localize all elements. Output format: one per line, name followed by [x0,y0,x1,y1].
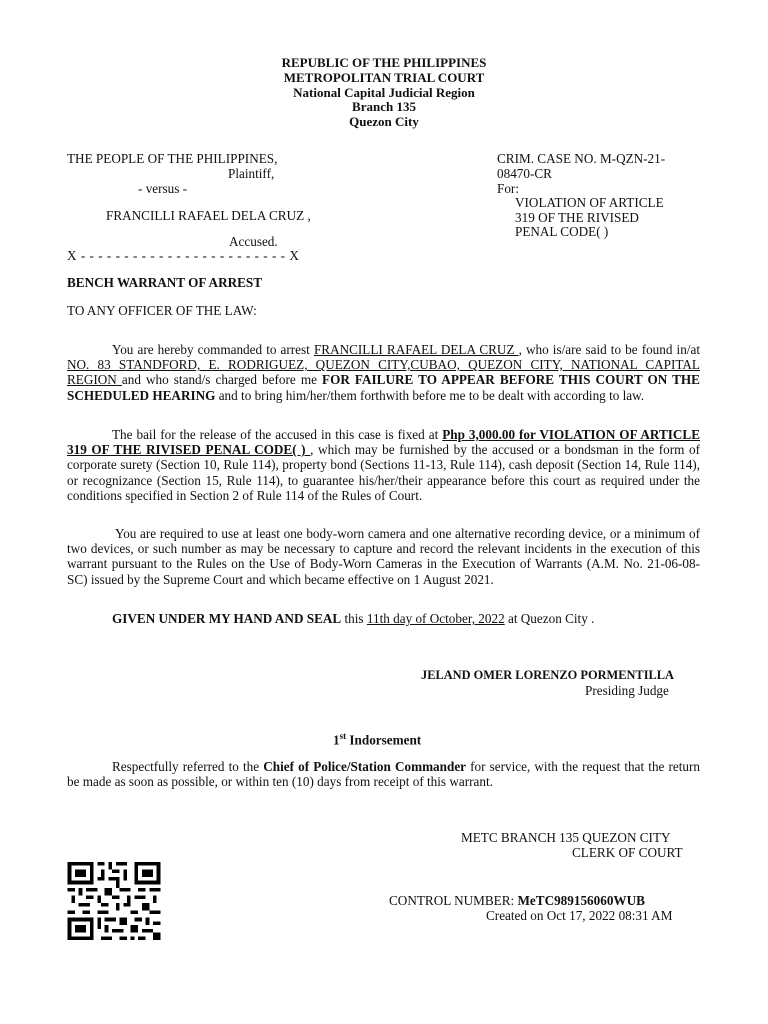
caption-people: THE PEOPLE OF THE PHILIPPINES, [67,151,278,166]
case-offense-line1: VIOLATION OF ARTICLE [515,195,664,210]
judge-title: Presiding Judge [585,683,669,698]
para1-text: and who stand/s charged before me [121,372,323,388]
caption-accused-name: FRANCILLI RAFAEL DELA CRUZ , [106,208,311,223]
caption-versus: - versus - [138,181,188,196]
created-timestamp: Created on Oct 17, 2022 08:31 AM [486,908,673,923]
addressee: TO ANY OFFICER OF THE LAW: [67,303,257,318]
para2-text: The bail for the release of the accused in this case is fixed at [112,427,443,442]
judge-name: JELAND OMER LORENZO PORMENTILLA [421,668,674,682]
given-text: at Quezon City . [504,611,595,626]
clerk-office: METC BRANCH 135 QUEZON CITY [461,830,671,845]
control-number-value: MeTC989156060WUB [517,893,645,908]
case-number-line1: CRIM. CASE NO. M-QZN-21- [497,151,666,166]
indorsement-number: 1 [333,732,340,748]
indorsement-addressee: Chief of Police/Station Commander [263,759,467,774]
given-date: 11th day of October, 2022 [366,611,505,626]
case-offense-line3: PENAL CODE( ) [515,224,609,239]
clerk-title: CLERK OF COURT [572,845,683,860]
court-region: National Capital Judicial Region [293,85,475,100]
given-line [112,611,594,627]
control-number-label: CONTROL NUMBER: [389,893,518,908]
body-camera-paragraph [67,526,700,587]
para1-text: , who is/are said to be found in/at [518,342,700,357]
bail-amount: Php 3,000.00 for VIOLATION OF ARTICLE 319 OF THE RIVISED PENAL CODE( ) [67,427,701,458]
caption-accused: Accused. [229,234,278,249]
given-text: this [341,611,367,626]
indorsement-suffix: st [339,731,347,741]
accused-address: NO. 83 STANDFORD, E. RODRIGUEZ, QUEZON CITY,CUBAO, QUEZON CITY, NATIONAL CAPITAL REGION [67,357,700,388]
indorsement-word: Indorsement [346,732,422,748]
caption-plaintiff: Plaintiff, [228,166,275,181]
indorsement-text: for service, with the request that the return be made as soon as possible, or within ten (10) days from receipt of this warrant. [67,759,700,790]
document-title: BENCH WARRANT OF ARREST [67,275,263,290]
arrest-command-paragraph [67,342,700,403]
accused-name: FRANCILLI RAFAEL DELA CRUZ [313,342,519,357]
court-city: Quezon City [349,114,419,129]
court-name: METROPOLITAN TRIAL COURT [283,70,485,85]
control-number-line [389,893,645,909]
case-offense-line2: 319 OF THE RIVISED [515,210,639,225]
para2-text: , which may be furnished by the accused or a bondsman in the form of corporate surety (Section 10, Rule 114), property bond (Sections 11-13, Rule 114), cash deposit (Section 14, Rule 114), or recognizance (Section 15, Rule 114), to guarantee his/her/their appearance before this court as required under the conditions specified in Section 2 of Rule 114 of the Rules of Court. [67,442,700,503]
charge-text: FOR FAILURE TO APPEAR BEFORE THIS COURT ON THE SCHEDULED HEARING [67,372,700,403]
para1-text: and to bring him/her/them forthwith before me to be dealt with according to law. [215,387,645,403]
qr-code-icon [67,862,161,940]
para1-text: You are hereby commanded to arrest [112,342,314,357]
indorsement-text: Respectfully referred to the [112,759,264,774]
court-republic: REPUBLIC OF THE PHILIPPINES [281,55,487,70]
court-branch: Branch 135 [352,99,416,114]
indorsement-heading [333,731,421,748]
bail-paragraph [67,427,700,503]
indorsement-paragraph [67,759,700,789]
case-number-line2: 08470-CR [497,166,552,181]
caption-separator: X - - - - - - - - - - - - - - - - - - - - - - - - X [67,248,300,263]
para3-text: You are required to use at least one body-worn camera and one alternative recording device, or a minimum of two devices, or such number as may be necessary to capture and record the relevant incidents in the execution of this warrant pursuant to the Rules on the Use of Body-Worn Cameras in the Execution of Warrants (A.M. No. 21-06-08-SC) issued by the Supreme Court and which became effective on 1 August 2021. [67,526,700,587]
given-bold: GIVEN UNDER MY HAND AND SEAL [112,611,342,626]
case-for-label: For: [497,181,519,196]
